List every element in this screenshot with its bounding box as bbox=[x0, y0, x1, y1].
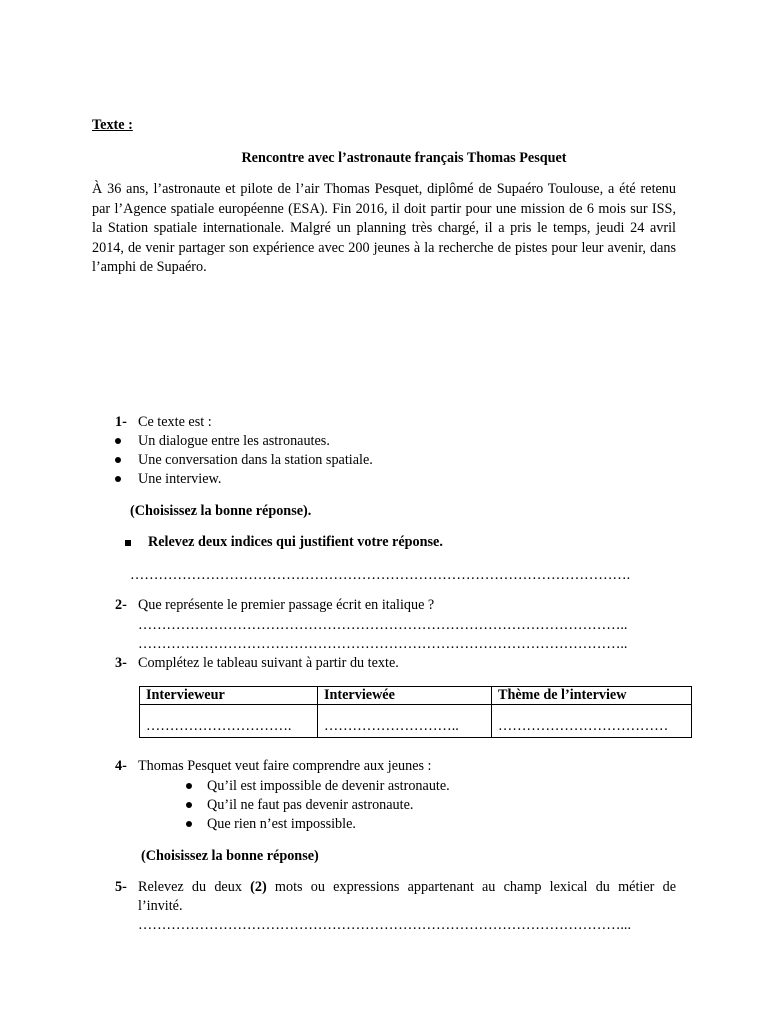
document-title: Rencontre avec l’astronaute français Thomas Pesquet bbox=[241, 150, 567, 166]
q5-count: (2) bbox=[250, 879, 267, 895]
q5-answer-line: …………………………………………………………………………………………... bbox=[138, 917, 632, 933]
q1-option-3: Une interview. bbox=[138, 471, 222, 487]
q1-text: Ce texte est : bbox=[138, 414, 212, 430]
bullet-icon bbox=[186, 821, 192, 827]
q4-option-2: Qu’il ne faut pas devenir astronaute. bbox=[207, 797, 414, 813]
q5-text bbox=[138, 878, 676, 897]
q2-number: 2- bbox=[115, 597, 127, 613]
table-header-interviewee: Interviewée bbox=[318, 687, 492, 705]
section-heading: Texte : bbox=[92, 117, 133, 133]
q1-option-2: Une conversation dans la station spatiale. bbox=[138, 452, 373, 468]
square-bullet-icon bbox=[125, 540, 131, 546]
table-header-theme: Thème de l’interview bbox=[492, 687, 692, 705]
q3-text: Complétez le tableau suivant à partir du texte. bbox=[138, 655, 399, 671]
bullet-icon bbox=[186, 783, 192, 789]
q5-text-line-2: l’invité. bbox=[138, 898, 183, 914]
table-header-row bbox=[140, 687, 692, 705]
q4-text: Thomas Pesquet veut faire comprendre aux jeunes : bbox=[138, 758, 432, 774]
q3-number: 3- bbox=[115, 655, 127, 671]
q5-text-part-a: Relevez du deux bbox=[138, 879, 251, 895]
q4-option-3: Que rien n’est impossible. bbox=[207, 816, 356, 832]
q1-option-1: Un dialogue entre les astronautes. bbox=[138, 433, 330, 449]
q1-subquestion: Relevez deux indices qui justifient votre réponse. bbox=[148, 534, 443, 550]
q2-text: Que représente le premier passage écrit en italique ? bbox=[138, 597, 435, 613]
q1-number: 1- bbox=[115, 414, 127, 430]
q4-option-1: Qu’il est impossible de devenir astronaute. bbox=[207, 778, 450, 794]
table-cell-interviewee[interactable]: ……………………….. bbox=[318, 705, 492, 738]
q4-instruction: (Choisissez la bonne réponse) bbox=[141, 848, 319, 864]
table-row bbox=[140, 705, 692, 738]
bullet-icon bbox=[115, 476, 121, 482]
q5-text-part-b: mots ou expressions appartenant au champ lexical du métier de bbox=[266, 879, 676, 895]
q1-answer-line: ……………………………………………………………………………………………. bbox=[130, 567, 631, 583]
bullet-icon bbox=[186, 802, 192, 808]
table-header-interviewer: Intervieweur bbox=[140, 687, 318, 705]
table-cell-theme[interactable]: ……………………………… bbox=[492, 705, 692, 738]
q4-number: 4- bbox=[115, 758, 127, 774]
table-cell-interviewer[interactable]: …………………………. bbox=[140, 705, 318, 738]
bullet-icon bbox=[115, 438, 121, 444]
q2-answer-line-1: ………………………………………………………………………………………….. bbox=[138, 617, 628, 633]
answer-table bbox=[139, 686, 692, 738]
q5-number: 5- bbox=[115, 879, 127, 895]
q2-answer-line-2: ………………………………………………………………………………………….. bbox=[138, 636, 628, 652]
bullet-icon bbox=[115, 457, 121, 463]
intro-paragraph: À 36 ans, l’astronaute et pilote de l’air Thomas Pesquet, diplômé de Supaéro Toulouse, a été retenu par l’Agence spatiale européenne (ESA). Fin 2016, il doit partir pour une mission de 6 mois sur ISS, la Station spatiale internationale. Malgré un planning très chargé, il a pris le temps, jeudi 24 avril 2014, de venir partager son expérience avec 200 jeunes à la recherche de pistes pour leur avenir, dans l’amphi de Supaéro. bbox=[92, 181, 676, 276]
q1-instruction: (Choisissez la bonne réponse). bbox=[130, 503, 312, 519]
